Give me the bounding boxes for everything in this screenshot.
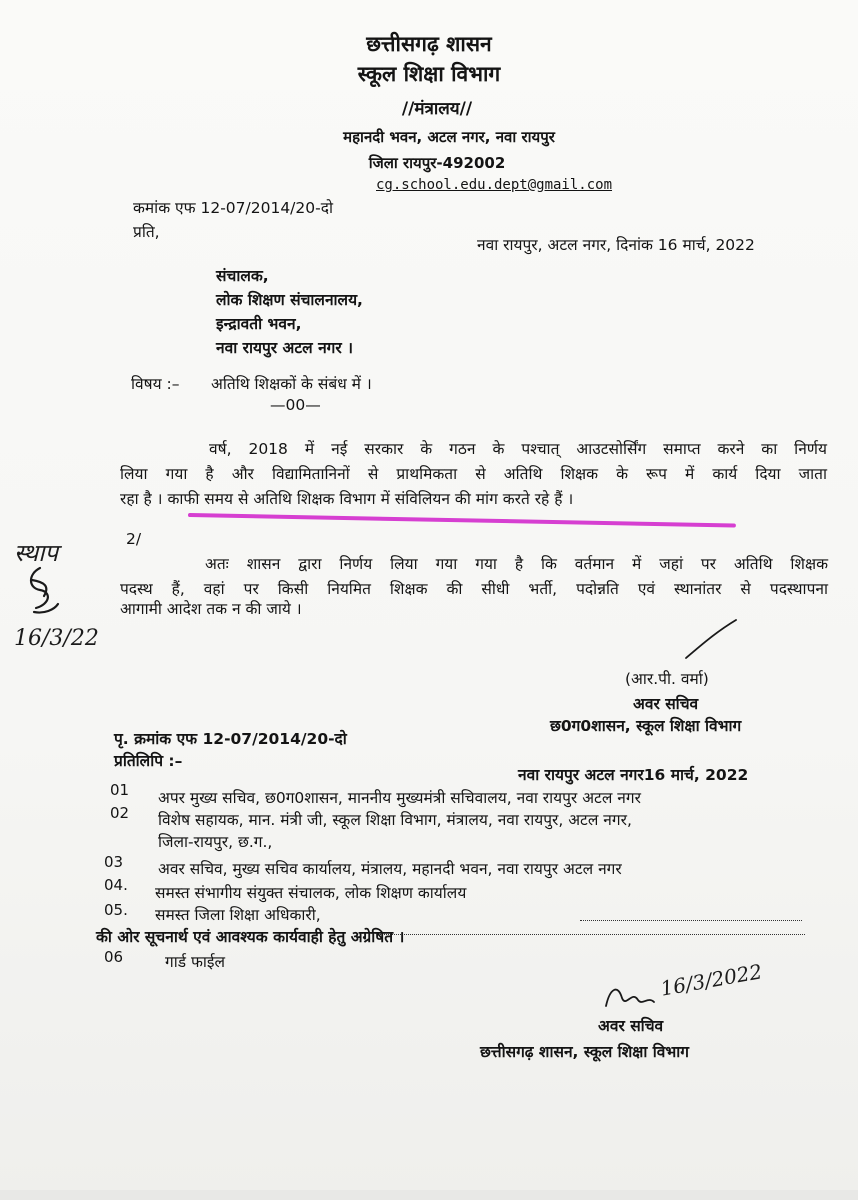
addressee-line-2: लोक शिक्षण संचालनालय, bbox=[216, 291, 363, 309]
addressee-line-3: इन्द्रावती भवन, bbox=[216, 315, 302, 333]
para2-line-1: अतः शासन द्वारा निर्णय लिया गया गया है कि वर्तमान में जहां पर अतिथि शिक्षक bbox=[205, 555, 828, 573]
handwritten-sign-date: 16/3/2022 bbox=[658, 959, 764, 1001]
to-label: प्रति, bbox=[133, 223, 160, 241]
signatory-department: छ0ग0शासन, स्कूल शिक्षा विभाग bbox=[550, 717, 742, 735]
addressee-line-4: नवा रायपुर अटल नगर । bbox=[216, 339, 354, 357]
copy-item-text: अवर सचिव, मुख्य सचिव कार्यालय, मंत्रालय, महानदी भवन, नवा रायपुर अटल नगर bbox=[158, 860, 622, 878]
separator: —00— bbox=[270, 396, 321, 414]
signature-stroke bbox=[682, 616, 742, 666]
subject-text: अतिथि शिक्षकों के संबंध में । bbox=[211, 375, 372, 393]
margin-note-date: 16/3/22 bbox=[14, 626, 99, 651]
copy-item-number: 01 bbox=[110, 781, 130, 799]
letterhead-district: जिला रायपुर-492002 bbox=[368, 154, 506, 172]
subject-label: विषय :– bbox=[131, 375, 180, 393]
letterhead-department: स्कूल शिक्षा विभाग bbox=[357, 62, 501, 86]
margin-note-word: स्थाप bbox=[14, 539, 59, 567]
copy-item-text: समस्त जिला शिक्षा अधिकारी, bbox=[155, 906, 321, 924]
signatory2-department: छत्तीसगढ़ शासन, स्कूल शिक्षा विभाग bbox=[480, 1043, 690, 1061]
signatory-title: अवर सचिव bbox=[633, 695, 699, 713]
page-bottom-edge bbox=[0, 1190, 858, 1200]
copy-item-number: 04. bbox=[104, 876, 128, 894]
reference-number: कमांक एफ 12-07/2014/20-दो bbox=[133, 199, 333, 217]
letterhead-email: cg.school.edu.dept@gmail.com bbox=[376, 177, 613, 193]
dotted-fill-line bbox=[380, 934, 805, 935]
copy-item-text: गार्ड फाईल bbox=[165, 953, 226, 971]
para1-line-3: रहा है । काफी समय से अतिथि शिक्षक विभाग में संविलियन की मांग करते रहे हैं । bbox=[120, 490, 574, 508]
copy-item-number: 03 bbox=[104, 853, 124, 871]
highlight-underline bbox=[188, 513, 736, 528]
para1-line-2: लिया गया है और विद्यामितानिनों से प्राथमिकता से अतिथि शिक्षक के रूप में कार्य दिया जाता bbox=[120, 465, 827, 483]
letterhead-office: //मंत्रालय// bbox=[401, 99, 473, 119]
copy-item-number: 05. bbox=[104, 901, 128, 919]
margin-initials-scribble bbox=[10, 560, 80, 630]
letterhead-address: महानदी भवन, अटल नगर, नवा रायपुर bbox=[343, 128, 555, 146]
copy-item-text: समस्त संभागीय संयुक्त संचालक, लोक शिक्षण कार्यालय bbox=[155, 884, 467, 902]
para2-line-3: आगामी आदेश तक न की जाये । bbox=[120, 600, 302, 618]
para2-line-2: पदस्थ हैं, वहां पर किसी नियमित शिक्षक की सीधी भर्ती, पदोन्नति एवं स्थानांतर से पदस्थापना bbox=[120, 580, 828, 598]
letterhead-state: छत्तीसगढ़ शासन bbox=[366, 32, 492, 56]
signatory2-title: अवर सचिव bbox=[598, 1017, 664, 1035]
para1-line-1: वर्ष, 2018 में नई सरकार के गठन के पश्चात् आउटसोर्सिंग समाप्त करने का निर्णय bbox=[209, 440, 827, 458]
forward-note: की ओर सूचनार्थ एवं आवश्यक कार्यवाही हेतु अग्रेषित । bbox=[96, 928, 405, 946]
copy-item-text: विशेष सहायक, मान. मंत्री जी, स्कूल शिक्षा विभाग, मंत्रालय, नवा रायपुर, अटल नगर, bbox=[158, 811, 632, 829]
copy-label: प्रतिलिपि :– bbox=[114, 752, 183, 770]
addressee-line-1: संचालक, bbox=[216, 267, 269, 285]
copy-item-text: अपर मुख्य सचिव, छ0ग0शासन, माननीय मुख्यमंत्री सचिवालय, नवा रायपुर अटल नगर bbox=[158, 789, 641, 807]
copy-reference-number: पृ. क्रमांक एफ 12-07/2014/20-दो bbox=[114, 730, 347, 748]
signatory-name: (आर.पी. वर्मा) bbox=[625, 670, 709, 688]
para2-number: 2/ bbox=[126, 530, 142, 548]
initials-scribble bbox=[600, 978, 660, 1012]
copy-item-number: 06 bbox=[104, 948, 124, 966]
place-date: नवा रायपुर, अटल नगर, दिनांक 16 मार्च, 2022 bbox=[477, 236, 755, 254]
dotted-fill-line bbox=[580, 920, 802, 921]
copy-item-text-cont: जिला-रायपुर, छ.ग., bbox=[158, 833, 273, 851]
copy-item-number: 02 bbox=[110, 804, 130, 822]
copy-place-date: नवा रायपुर अटल नगर16 मार्च, 2022 bbox=[518, 766, 749, 784]
